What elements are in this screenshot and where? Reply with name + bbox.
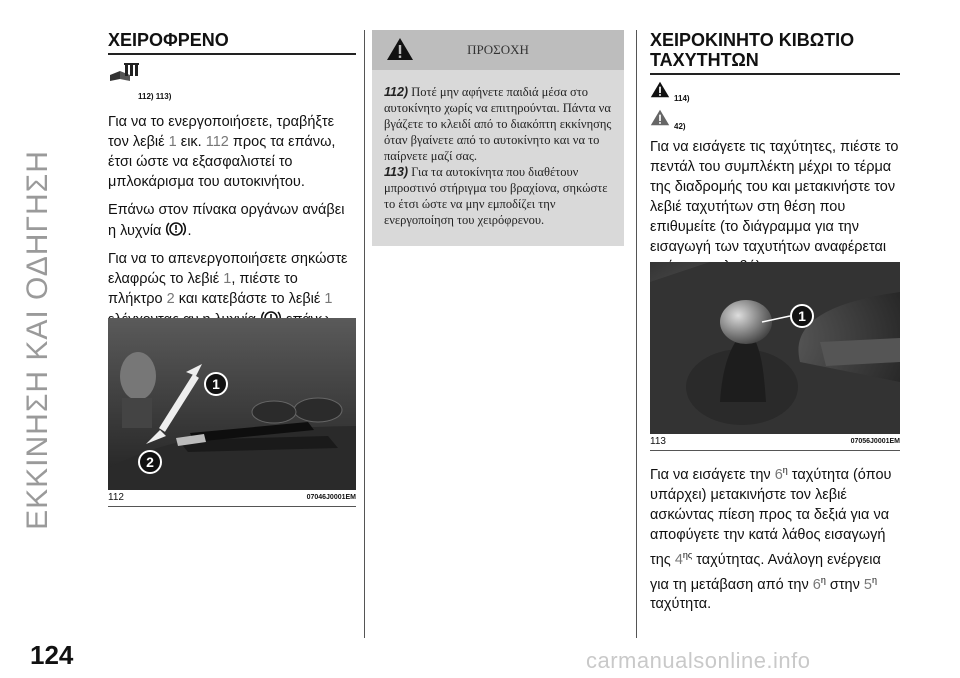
section-title-gearbox: ΧΕΙΡΟΚΙΝΗΤΟ ΚΙΒΩΤΙΟ ΤΑΧΥΤΗΤΩΝ <box>650 30 900 75</box>
ref-row-114: 114) <box>650 81 900 103</box>
warning-triangle-icon <box>650 81 670 103</box>
warning-column <box>372 30 624 246</box>
callout-1: 1 <box>798 308 806 324</box>
column-divider <box>364 30 365 638</box>
gearbox-section <box>650 30 900 613</box>
callout-1: 1 <box>212 376 220 392</box>
caution-hand-icon <box>650 109 670 131</box>
gear-lever-figure <box>650 262 900 434</box>
figure-caption-112 <box>108 490 356 507</box>
paragraph-activate: Για να το ενεργοποιήσετε, τραβήξτε τον λεβιέ 1 εικ. 112 προς τα επάνω, έτσι ώστε να εξασφαλιστεί το μπλοκάρισμα του αυτοκινήτου. <box>108 114 336 190</box>
page-number: 124 <box>30 640 74 670</box>
figure-number: 113 <box>650 436 666 447</box>
figure-code: 07056J0001EM <box>850 438 900 445</box>
warning-number-112: 112) <box>384 85 409 99</box>
paragraph-deactivate: Για να το απενεργοποιήσετε σηκώστε ελαφρώς το λεβιέ 1, πιέστε το πλήκτρο 2 και κατεβάστε το λεβιέ 1 <box>108 249 356 350</box>
warning-header <box>372 30 624 70</box>
figure-caption-113 <box>650 434 900 451</box>
brake-warning-lamp-icon <box>165 223 187 239</box>
figure-number: 112 <box>108 492 124 503</box>
chapter-sidebar-title: ΕΚΚΙΝΗΣΗ ΚΑΙ ΟΔΗΓΗΣΗ <box>21 150 54 530</box>
paragraph-gear-engage: Για να εισάγετε τις ταχύτητες, πιέστε το πεντάλ του συμπλέκτη μέχρι το τέρμα της διαδρομής του και μετακινήστε τον λεβιέ ταχυτήτων στη θέση που επιθυμείτε (το διάγραμμα για την εισαγωγή των ταχυτήτων αναφέρεται <box>650 139 899 255</box>
paragraph-lamp-on: Επάνω στον πίνακα οργάνων ανάβει η λυχνία . <box>108 202 345 239</box>
paragraph-sixth-gear: Για να εισάγετε την $6^\eta$ ταχύτητα (όπου υπάρχει) μετακινήστε τον λεβιέ ασκώντας πίεση προς τα δεξιά για να αποφύγετε την κατά λάθος εισαγωγή της $4^{\eta\varsigma}$ ταχύτητας. Ανάλογη ενέργεια για τη μετάβαση από την $6^\eta$ στην $5^\eta$ ταχύτητα. <box>650 465 892 613</box>
figure-code: 07046J0001EM <box>306 494 356 501</box>
section-title-handbrake: ΧΕΙΡΟΦΡΕΝΟ <box>108 30 356 55</box>
warning-box <box>372 30 624 246</box>
column-divider <box>636 30 637 638</box>
callout-2: 2 <box>146 454 154 470</box>
handbrake-section <box>108 30 356 503</box>
warning-triangle-icon <box>386 37 414 77</box>
warning-references: 112) 113) <box>138 92 172 101</box>
manual-reference-icon <box>108 61 142 88</box>
warning-title: ΠΡΟΣΟΧΗ <box>467 42 529 57</box>
reference-icons <box>108 61 356 88</box>
warning-text: 112) Ποτέ μην αφήνετε παιδιά μέσα στο αυτοκίνητο χωρίς να επιτηρούνται. Πάντα να βγάζετε το κλειδί από το διακόπτη εκκίνησης όταν βγαίνετε από το αυτοκίνητο και να το παίρνετε μαζί σας. 113) Για τα αυτοκίνητα που διαθέτουν μπροστινό στήριγμα του βραχίονα, σηκώστε το έτσι ώστε να μην εμποδίζει την ενεργοποίηση του χειρόφρενου. <box>384 85 612 227</box>
handbrake-figure <box>108 318 356 490</box>
ref-row-42: 42) <box>650 109 900 131</box>
watermark: carmanualsonline.info <box>586 648 811 673</box>
warning-number-113: 113) <box>384 165 409 179</box>
